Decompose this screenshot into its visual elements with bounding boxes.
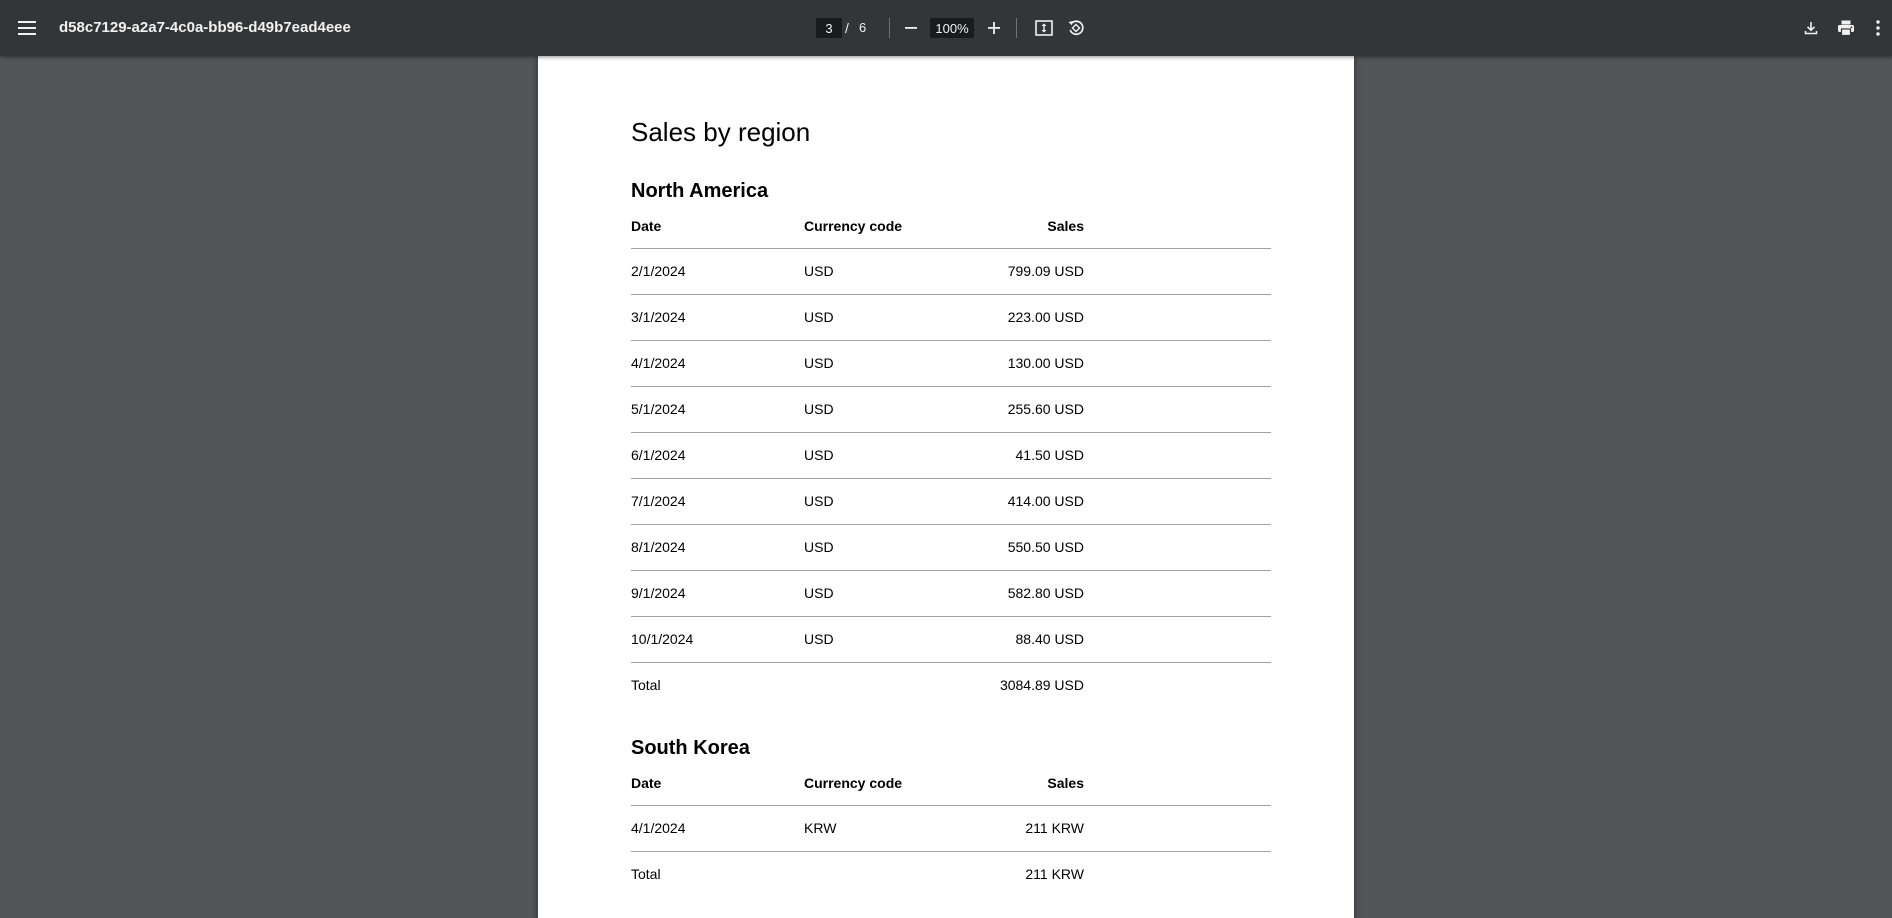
column-header-currency: Currency code bbox=[804, 213, 944, 248]
cell-sales: 41.50 USD bbox=[944, 432, 1084, 478]
rotate-button[interactable] bbox=[1062, 14, 1090, 42]
more-options-button[interactable] bbox=[1868, 14, 1888, 42]
cell-sales: 211 KRW bbox=[944, 805, 1084, 851]
report-content bbox=[631, 117, 1271, 897]
column-header-currency: Currency code bbox=[804, 770, 944, 805]
column-header-sales: Sales bbox=[944, 770, 1084, 805]
cell-currency: USD bbox=[804, 616, 944, 662]
table-row bbox=[631, 524, 1271, 570]
cell-currency: USD bbox=[804, 478, 944, 524]
hamburger-menu-icon[interactable] bbox=[12, 12, 42, 44]
table-row bbox=[631, 432, 1271, 478]
cell-currency: KRW bbox=[804, 805, 944, 851]
cell-date: 6/1/2024 bbox=[631, 432, 804, 478]
page-separator: / bbox=[845, 20, 849, 36]
printer-icon bbox=[1837, 20, 1855, 36]
cell-sales: 130.00 USD bbox=[944, 340, 1084, 386]
cell-sales: 582.80 USD bbox=[944, 570, 1084, 616]
total-value: 3084.89 USD bbox=[999, 677, 1084, 694]
table-row bbox=[631, 294, 1271, 340]
column-header-sales: Sales bbox=[944, 213, 1084, 248]
table-row bbox=[631, 805, 1271, 851]
document-title: d58c7129-a2a7-4c0a-bb96-d49b7ead4eee bbox=[59, 19, 351, 36]
sales-table-north-america bbox=[631, 213, 1271, 708]
fit-to-page-button[interactable] bbox=[1030, 14, 1058, 42]
cell-date: 3/1/2024 bbox=[631, 294, 804, 340]
toolbar-divider bbox=[1016, 18, 1017, 38]
cell-currency: USD bbox=[804, 432, 944, 478]
cell-date: 2/1/2024 bbox=[631, 248, 804, 294]
cell-date: 4/1/2024 bbox=[631, 805, 804, 851]
more-vert-icon bbox=[1876, 20, 1880, 36]
cell-currency: USD bbox=[804, 386, 944, 432]
cell-currency: USD bbox=[804, 340, 944, 386]
cell-sales: 223.00 USD bbox=[944, 294, 1084, 340]
cell-date: 5/1/2024 bbox=[631, 386, 804, 432]
page-total: 6 bbox=[859, 20, 867, 35]
table-row bbox=[631, 616, 1271, 662]
table-row bbox=[631, 478, 1271, 524]
download-button[interactable] bbox=[1797, 14, 1825, 42]
toolbar-divider bbox=[889, 18, 890, 38]
cell-sales: 799.09 USD bbox=[944, 248, 1084, 294]
cell-date: 10/1/2024 bbox=[631, 616, 804, 662]
table-row bbox=[631, 248, 1271, 294]
cell-sales: 414.00 USD bbox=[944, 478, 1084, 524]
zoom-level-input[interactable] bbox=[930, 18, 974, 38]
page-number-input[interactable] bbox=[816, 18, 842, 38]
column-header-date: Date bbox=[631, 770, 804, 805]
cell-sales: 255.60 USD bbox=[944, 386, 1084, 432]
table-total-row bbox=[631, 662, 1271, 708]
fit-to-page-icon bbox=[1035, 20, 1053, 36]
region-heading-north-america: North America bbox=[631, 180, 769, 202]
total-value: 211 KRW bbox=[1025, 866, 1084, 883]
plus-icon bbox=[987, 21, 1001, 35]
table-total-row bbox=[631, 851, 1271, 897]
cell-date: 9/1/2024 bbox=[631, 570, 804, 616]
print-button[interactable] bbox=[1832, 14, 1860, 42]
cell-currency: USD bbox=[804, 294, 944, 340]
table-header-row bbox=[631, 213, 1271, 248]
zoom-out-button[interactable] bbox=[898, 14, 924, 42]
total-label: Total bbox=[631, 866, 661, 883]
table-header-row bbox=[631, 770, 1271, 805]
cell-currency: USD bbox=[804, 524, 944, 570]
zoom-in-button[interactable] bbox=[981, 14, 1007, 42]
pdf-page bbox=[538, 56, 1354, 918]
report-title: Sales by region bbox=[631, 117, 811, 147]
region-heading-south-korea: South Korea bbox=[631, 737, 750, 759]
download-icon bbox=[1804, 21, 1818, 35]
cell-currency: USD bbox=[804, 570, 944, 616]
cell-date: 8/1/2024 bbox=[631, 524, 804, 570]
cell-sales: 550.50 USD bbox=[944, 524, 1084, 570]
total-label: Total bbox=[631, 677, 661, 694]
table-row bbox=[631, 340, 1271, 386]
rotate-icon bbox=[1067, 19, 1085, 37]
pdf-toolbar bbox=[0, 0, 1892, 56]
sales-table-south-korea bbox=[631, 770, 1271, 897]
cell-date: 7/1/2024 bbox=[631, 478, 804, 524]
cell-currency: USD bbox=[804, 248, 944, 294]
cell-sales: 88.40 USD bbox=[944, 616, 1084, 662]
minus-icon bbox=[904, 21, 918, 35]
table-row bbox=[631, 570, 1271, 616]
column-header-date: Date bbox=[631, 213, 804, 248]
table-row bbox=[631, 386, 1271, 432]
cell-date: 4/1/2024 bbox=[631, 340, 804, 386]
